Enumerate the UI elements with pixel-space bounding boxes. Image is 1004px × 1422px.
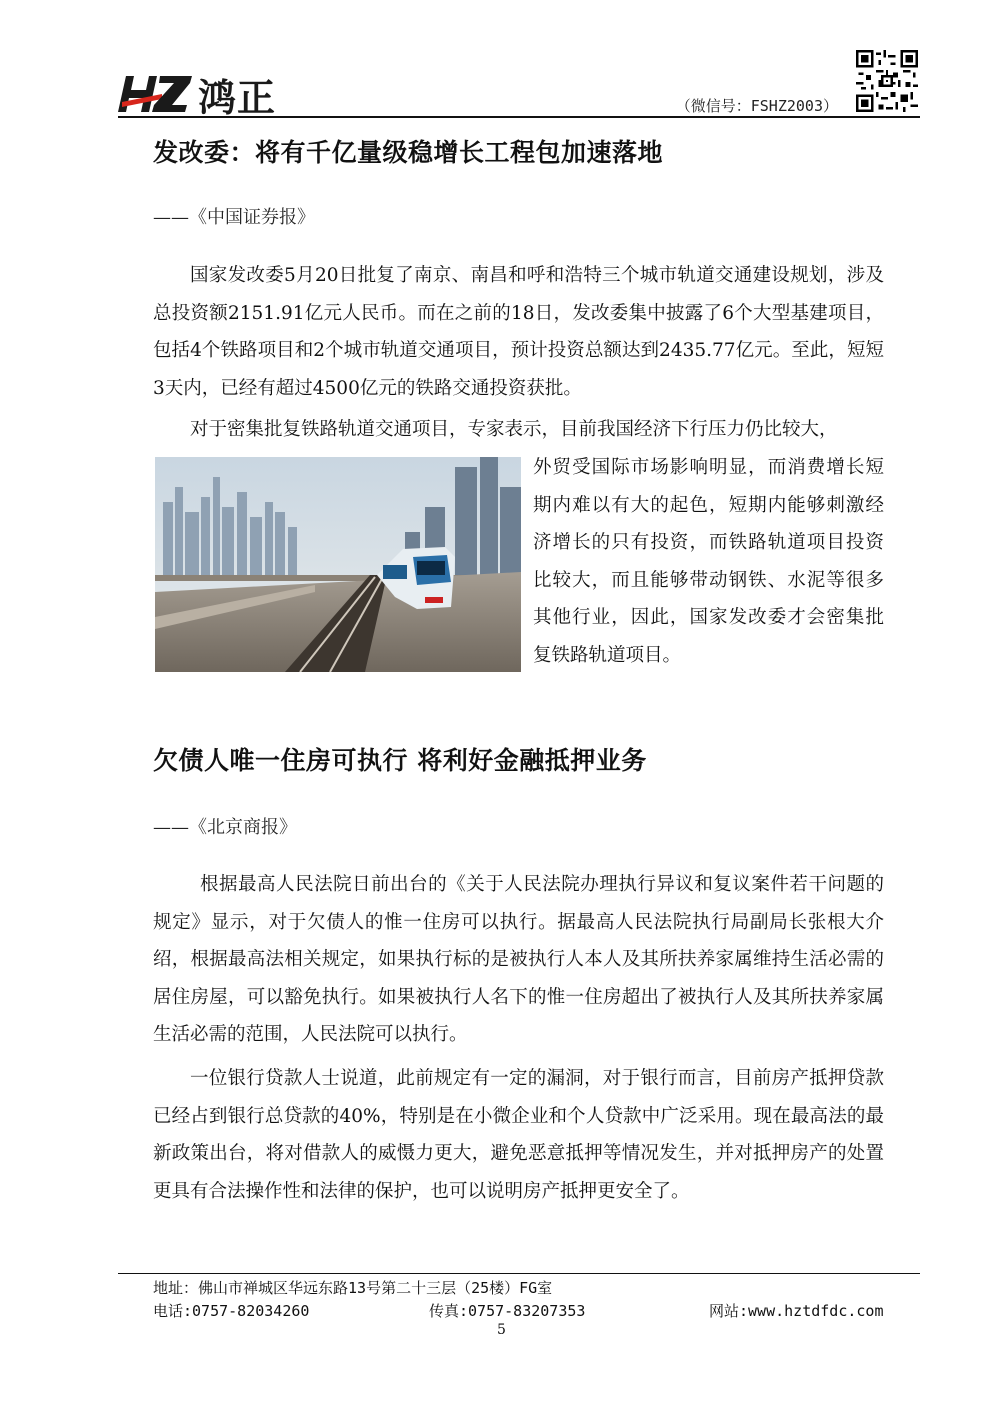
article2-source: ——《北京商报》: [153, 817, 297, 838]
footer-address: 地址：佛山市禅城区华远东路13号第二十三层（25楼）FG室: [153, 1279, 553, 1297]
footer-fax: 传真:0757-83207353: [429, 1302, 586, 1320]
wechat-id: （微信号：FSHZ2003）: [675, 97, 838, 115]
footer-divider: [118, 1273, 920, 1274]
article2-paragraph-2: 一位银行贷款人士说道，此前规定有一定的漏洞，对于银行而言，目前房产抵押贷款已经占到银行总贷款的40%，特别是在小微企业和个人贷款中广泛采用。现在最高法的最新政策出台，将对借款人的威慑力更大，避免恶意抵押等情况发生，并对抵押房产的处置更具有合法操作性和法律的保护，也可以说明房产抵押更安全了。: [153, 1068, 884, 1202]
article1-source: ——《中国证券报》: [153, 207, 315, 228]
article1-paragraph-2-continued: 外贸受国际市场影响明显，而消费增长短期内难以有大的起色，短期内能够刺激经济增长的只有投资，而铁路轨道项目投资比较大，而且能够带动钢铁、水泥等很多其他行业，因此，国家发改委才会密集批复铁路轨道项目。: [533, 457, 884, 666]
footer-website: 网站:www.hztdfdc.com: [709, 1302, 884, 1320]
header-divider: [118, 116, 920, 118]
company-logo: [118, 72, 318, 116]
page-number: 5: [497, 1322, 506, 1338]
article1-paragraph-1: 国家发改委5月20日批复了南京、南昌和呼和浩特三个城市轨道交通建设规划，涉及总投资额2151.91亿元人民币。而在之前的18日，发改委集中披露了6个大型基建项目，包括4个铁路项目和2个城市轨道交通项目，预计投资总额达到2435.77亿元。至此，短短3天内，已经有超过4500亿元的铁路交通投资获批。: [153, 265, 884, 399]
qr-code: [856, 50, 918, 112]
article1-paragraph-2-line1: 对于密集批复铁路轨道交通项目，专家表示，目前我国经济下行压力仍比较大，: [190, 419, 838, 440]
footer-phone: 电话:0757-82034260: [153, 1302, 310, 1320]
article2-paragraph-1: 根据最高人民法院日前出台的《关于人民法院办理执行异议和复议案件若干问题的规定》显示，对于欠债人的惟一住房可以执行。据最高人民法院执行局副局长张根大介绍，根据最高法相关规定，如果执行标的是被执行人本人及其所扶养家属维持生活必需的居住房屋，可以豁免执行。如果被执行人名下的惟一住房超出了被执行人及其所扶养家属生活必需的范围，人民法院可以执行。: [153, 874, 884, 1045]
svg-text:鸿正: 鸿正: [198, 76, 277, 116]
article1-title: 发改委：将有千亿量级稳增长工程包加速落地: [153, 138, 664, 167]
metro-train-photo: [155, 457, 521, 672]
article2-title: 欠债人唯一住房可执行 将利好金融抵押业务: [153, 746, 647, 775]
page-header: [118, 50, 920, 116]
